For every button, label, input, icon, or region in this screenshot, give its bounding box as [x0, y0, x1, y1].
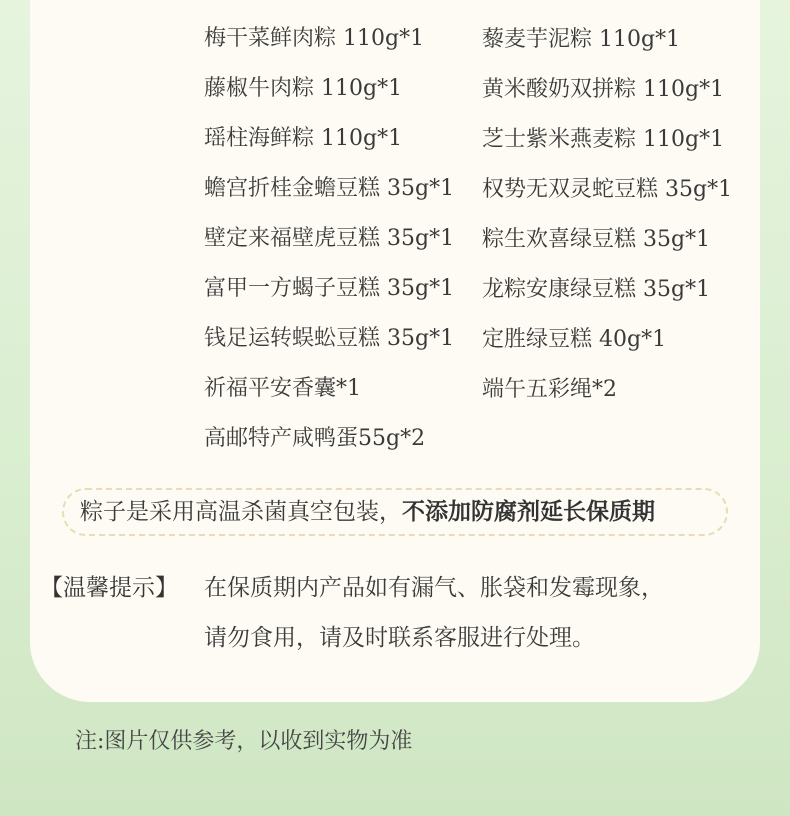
list-item: 祈福平安香囊*1: [204, 376, 361, 401]
list-item: 高邮特产咸鸭蛋55g*2: [204, 426, 426, 451]
tip-label: 【温馨提示】: [40, 575, 178, 601]
list-item: 芝士紫米燕麦粽 110g*1: [482, 127, 725, 152]
list-item: 定胜绿豆糕 40g*1: [482, 327, 667, 352]
list-item: 富甲一方蝎子豆糕 35g*1: [204, 276, 455, 301]
list-item: 钱足运转蜈蚣豆糕 35g*1: [204, 326, 455, 351]
list-item: 壁定来福壁虎豆糕 35g*1: [204, 226, 455, 251]
tip-text-line-2: 请勿食用，请及时联系客服进行处理。: [204, 625, 595, 651]
list-item: 藤椒牛肉粽 110g*1: [204, 76, 403, 101]
packaging-notice-emphasis: 不添加防腐剂延长保质期: [402, 498, 655, 525]
tip-text-line-1: 在保质期内产品如有漏气、胀袋和发霉现象，: [204, 575, 664, 601]
list-item: 藜麦芋泥粽 110g*1: [482, 27, 681, 52]
list-item: 权势无双灵蛇豆糕 35g*1: [482, 177, 733, 202]
list-item: 黄米酸奶双拼粽 110g*1: [482, 77, 725, 102]
list-item: 梅干菜鲜肉粽 110g*1: [204, 26, 425, 51]
image-disclaimer: 注:图片仅供参考，以收到实物为准: [75, 729, 413, 754]
list-item: 粽生欢喜绿豆糕 35g*1: [482, 227, 711, 252]
list-item: 蟾宫折桂金蟾豆糕 35g*1: [204, 176, 455, 201]
packaging-notice-text: 粽子是采用高温杀菌真空包装，: [80, 499, 402, 525]
list-item: 龙粽安康绿豆糕 35g*1: [482, 277, 711, 302]
packaging-notice: [62, 488, 728, 536]
list-item: 瑶柱海鲜粽 110g*1: [204, 126, 403, 151]
list-item: 端午五彩绳*2: [482, 377, 617, 402]
